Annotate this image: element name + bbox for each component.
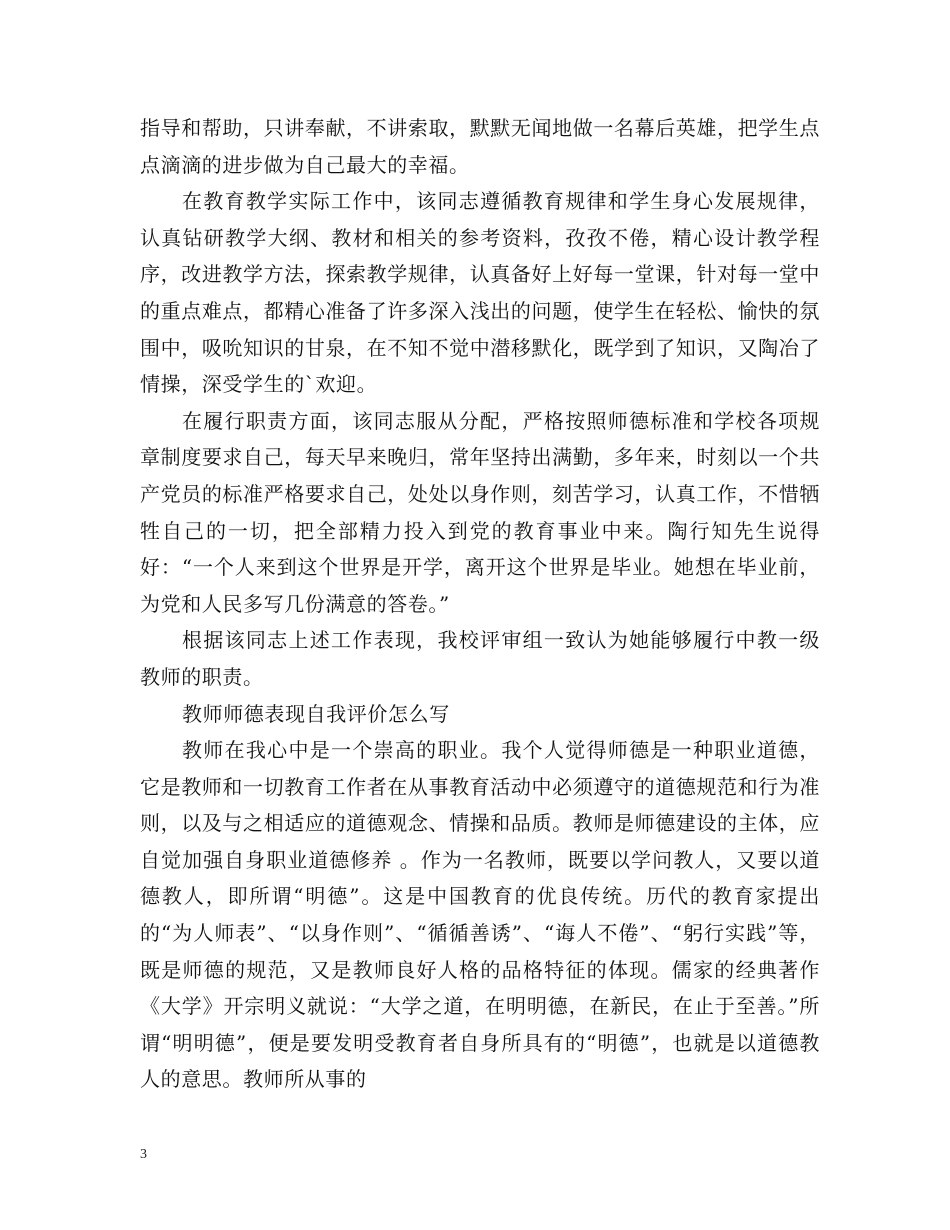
paragraph-teacher-ethics: 教师在我心中是一个崇高的职业。我个人觉得师德是一种职业道德，它是教师和一切教育工作者在从事教育活动中必须遵守的道德规范和行为准则，以及与之相适应的道德观念、情操和品质。教师是师德建设的主体，应自觉加强自身职业道德修养 。作为一名教师，既要以学问教人，又要以道德教人，即所谓“明德”。这是中国教育的优良传统。历代的教育家提出的“为人师表”、“以身作则”、“循循善诱”、“诲人不倦”、“躬行实践”等，既是师德的规范，又是教师良好人格的品格特征的体现。儒家的经典著作《大学》开宗明义就说：“大学之道，在明明德，在新民，在止于至善。”所谓“明明德”，便是要发明受教育者自身所具有的“明德”，也就是以道德教人的意思。教师所从事的 bbox=[140, 738, 820, 1092]
paragraph-duties: 在履行职责方面，该同志服从分配，严格按照师德标准和学校各项规章制度要求自己，每天早来晚归，常年坚持出满勤，多年来，时刻以一个共产党员的标准严格要求自己，处处以身作则，刻苦学习，认真工作，不惜牺牲自己的一切，把全部精力投入到党的教育事业中来。陶行知先生说得好：“一个人来到这个世界是开学，离开这个世界是毕业。她想在毕业前，为党和人民多写几份满意的答卷。” bbox=[140, 408, 820, 616]
section-title: 教师师德表现自我评价怎么写 bbox=[182, 701, 450, 726]
paragraph-evaluation-conclusion: 根据该同志上述工作表现，我校评审组一致认为她能够履行中教一级教师的职责。 bbox=[140, 628, 820, 689]
document-body bbox=[140, 110, 820, 1098]
page-number: 3 bbox=[140, 1147, 147, 1162]
paragraph-continuation: 指导和帮助，只讲奉献，不讲索取，默默无闻地做一名幕后英雄，把学生点点滴滴的进步做为自己最大的幸福。 bbox=[140, 116, 820, 177]
paragraph-teaching-work: 在教育教学实际工作中，该同志遵循教育规律和学生身心发展规律，认真钻研教学大纲、教材和相关的参考资料，孜孜不倦，精心设计教学程序，改进教学方法，探索教学规律，认真备好上好每一堂课，针对每一堂中的重点难点，都精心准备了许多深入浅出的问题，使学生在轻松、愉快的氛围中，吸吮知识的甘泉，在不知不觉中潜移默化，既学到了知识，又陶冶了情操，深受学生的`欢迎。 bbox=[140, 189, 820, 397]
